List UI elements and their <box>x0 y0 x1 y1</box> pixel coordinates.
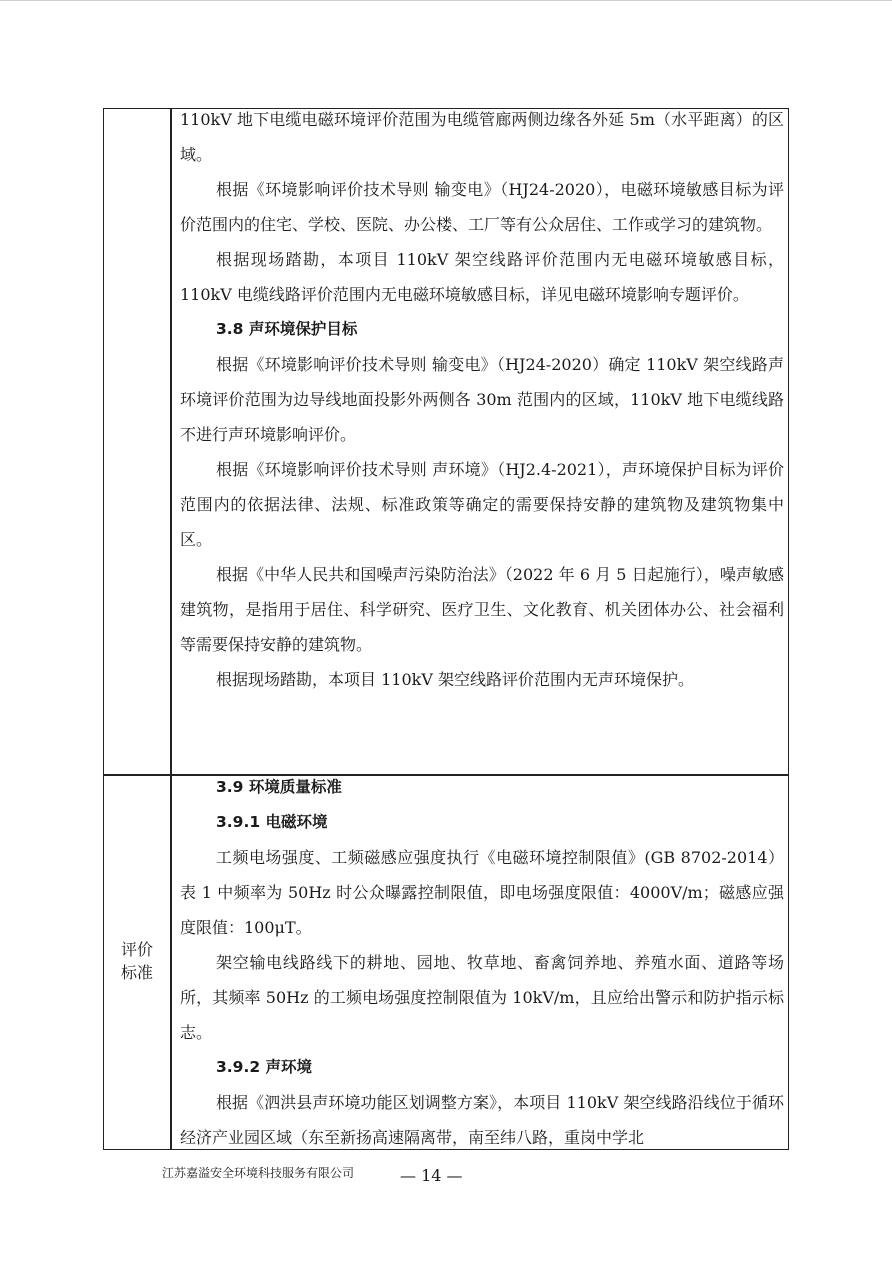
paragraph-noise-range: 根据《环境影响评价技术导则 输变电》（HJ24-2020）确定 110kV 架空线路声环境评价范围为边导线地面投影外两侧各 30m 范围内的区域，110kV 地下电缆线路不进行声环境影响评价。 <box>180 355 784 444</box>
heading-3-8: 3.8 声环境保护目标 <box>216 320 358 338</box>
row-label-evaluation-standard: 评价 标准 <box>120 940 153 982</box>
paragraph-overhead-line-limits: 架空输电线路线下的耕地、园地、牧草地、畜禽饲养地、养殖水面、道路等场所，其频率 50Hz 的工频电场强度控制限值为 10kV/m，且应给出警示和防护指示标志。 <box>180 953 784 1042</box>
paragraph-cable-range: 110kV 地下电缆电磁环境评价范围为电缆管廊两侧边缘各外延 5m（水平距离）的区域。 <box>180 110 784 164</box>
heading-3-9: 3.9 环境质量标准 <box>216 778 342 796</box>
table-row-2-content <box>180 770 784 1155</box>
heading-3-9-1: 3.9.1 电磁环境 <box>216 813 328 831</box>
paragraph-noise-zoning: 根据《泗洪县声环境功能区划调整方案》，本项目 110kV 架空线路沿线位于循环经济产业园区域（东至新扬高速隔离带，南至纬八路，重岗中学北 <box>180 1093 784 1147</box>
footer-company-name: 江苏嘉溢安全环境科技服务有限公司 <box>162 1166 355 1180</box>
paragraph-em-sensitive-definition: 根据《环境影响评价技术导则 输变电》（HJ24-2020），电磁环境敏感目标为评价范围内的住宅、学校、医院、办公楼、工厂等有公众居住、工作或学习的建筑物。 <box>180 180 784 234</box>
paragraph-noise-survey-result: 根据现场踏勘，本项目 110kV 架空线路评价范围内无声环境保护。 <box>216 670 694 689</box>
heading-3-9-2: 3.9.2 声环境 <box>216 1058 313 1076</box>
paragraph-noise-law: 根据《中华人民共和国噪声污染防治法》（2022 年 6 月 5 日起施行），噪声敏感建筑物，是指用于居住、科学研究、医疗卫生、文化教育、机关团体办公、社会福利等需要保持安静的建筑物。 <box>180 565 784 654</box>
paragraph-em-survey-result: 根据现场踏勘，本项目 110kV 架空线路评价范围内无电磁环境敏感目标，110kV 电缆线路评价范围内无电磁环境敏感目标，详见电磁环境影响专题评价。 <box>180 250 784 304</box>
paragraph-noise-target-definition: 根据《环境影响评价技术导则 声环境》（HJ2.4-2021），声环境保护目标为评价范围内的依据法律、法规、标准政策等确定的需要保持安静的建筑物及建筑物集中区。 <box>180 460 784 549</box>
table-row-1-content <box>180 102 784 697</box>
footer-page-number: — 14 — <box>400 1166 463 1185</box>
paragraph-em-limits: 工频电场强度、工频磁感应强度执行《电磁环境控制限值》(GB 8702-2014）表 1 中频率为 50Hz 时公众曝露控制限值，即电场强度限值：4000V/m；磁感应强度限值：100μT。 <box>180 848 784 937</box>
top-border-line <box>0 0 892 1</box>
table-column-divider <box>170 108 172 1150</box>
